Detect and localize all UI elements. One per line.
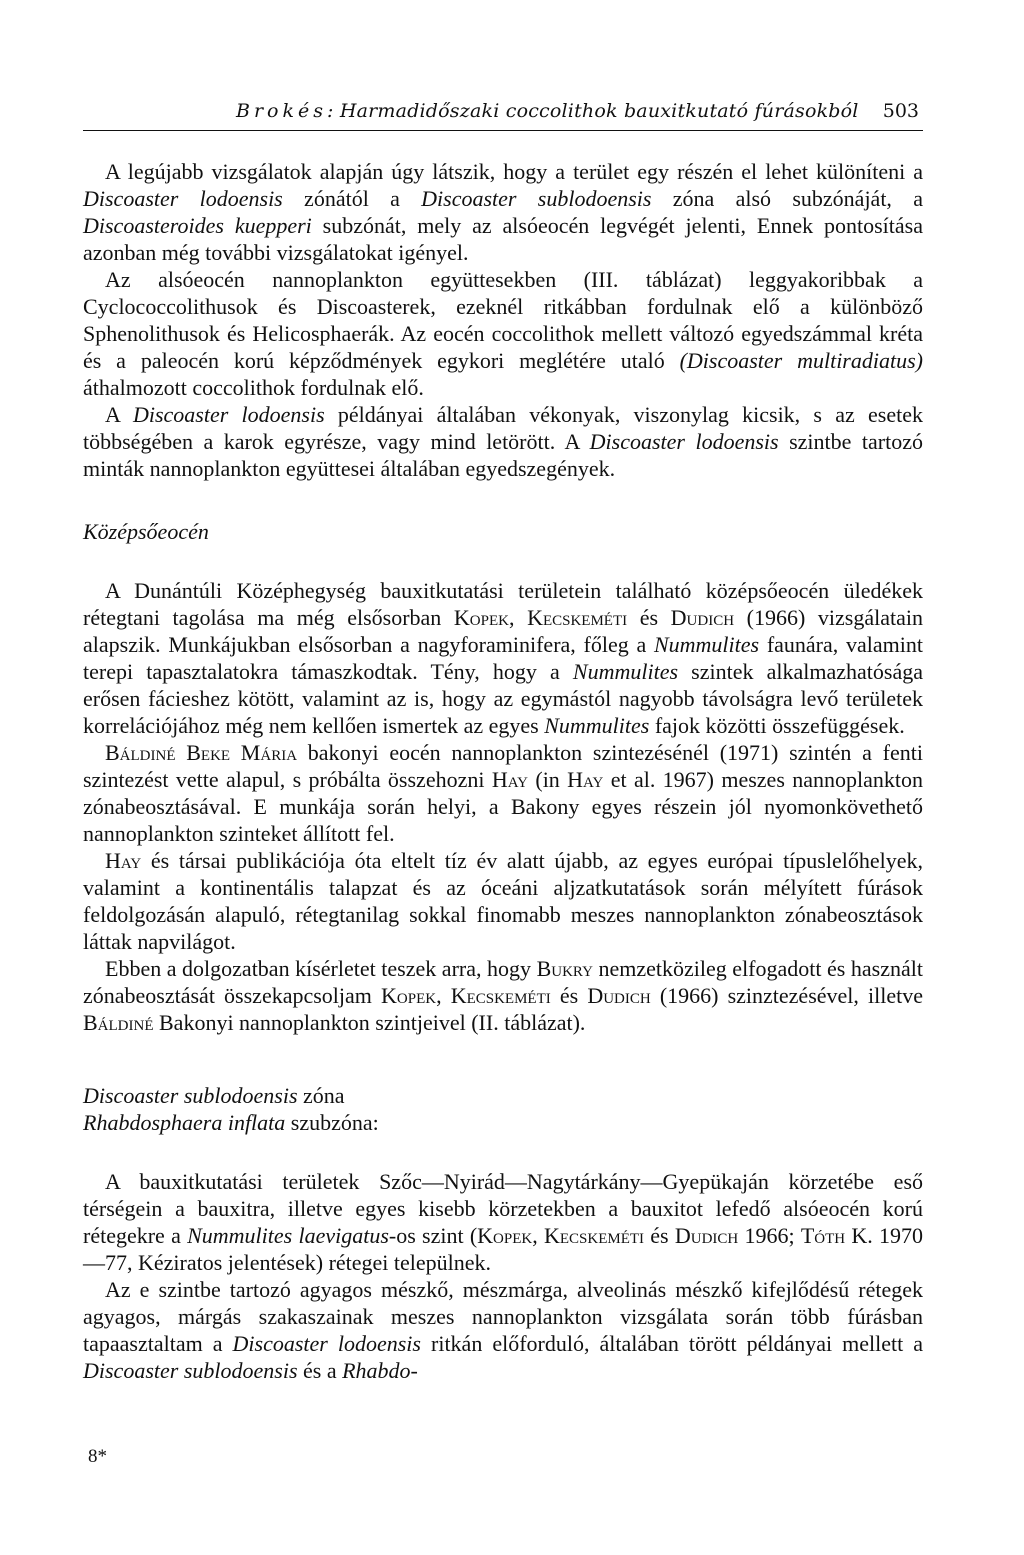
author-name: Hay (491, 767, 529, 792)
text-run: áthalmozott coccolithok fordulnak elő. (83, 375, 424, 400)
text-run: fajok közötti összefüggések. (649, 713, 905, 738)
paragraph-7 (83, 955, 923, 1036)
author-name: Hay (105, 848, 142, 873)
author-name: Hay (567, 767, 604, 792)
text-run: zónától a (282, 186, 422, 211)
text-run: 1966; (738, 1223, 801, 1248)
taxon-name: (Discoaster multiradiatus) (679, 348, 923, 373)
text-run: A bauxitkutatási területek Szőc—Nyirád—Nagytárkány—Gyepükaján körzetébe eső térségein a bauxitra, illetve egyes kisebb körzetekben a bauxitot lefedő alsóeocén korú rétegekre a (83, 1169, 923, 1248)
taxon-name: Rhabdo- (342, 1358, 418, 1383)
text-run: szintbe tartozó minták nannoplankton együttesei általában egyedszegények. (83, 429, 923, 481)
text-run: és (550, 983, 588, 1008)
author-name: Báldiné (83, 1010, 154, 1035)
zone-heading (83, 1082, 923, 1109)
text-run: (1966) vizsgálatain alapszik. Munkájukban elsősorban a nagyforaminifera, főleg a (83, 605, 923, 657)
header-author: Brokés (236, 100, 327, 122)
section-heading: Középsőeocén (83, 519, 209, 544)
text-run: Bakonyi nannoplankton szintjeivel (II. táblázat). (153, 1010, 586, 1035)
text-run: subzónát, mely az alsóeocén legvégét jelenti, Ennek pontosítása azonban még további vizsgálatokat igényel. (83, 213, 923, 265)
paragraph-1 (83, 158, 923, 266)
text-run: zóna (297, 1083, 345, 1108)
text-run: és társai publikációja óta eltelt tíz év alatt újabb, az egyes európai típuslelőhelyek, valamint a kontinentális talapzat és az óceáni aljzatkutatások során mélyített fúrások feldolgozásán alapuló, rétegtanilag sokkal finomabb meszes nannoplankton zónabeosztások láttak napvilágot. (83, 848, 923, 954)
taxon-name: Nummulites (572, 659, 679, 684)
taxon-name: Nummulites (544, 713, 650, 738)
spacer (83, 1136, 923, 1168)
text-run: (in (528, 767, 568, 792)
text-run: Az alsóeocén nannoplankton együttesekben (III. táblázat) leggyakoribbak a Cyclococcolithusok és Discoasterek, ezeknél ritkábban fordulnak elő a különböző Sphenolithusok és Helicosphaerák. Az eocén coccolithok mellett változó egyedszámmal kréta és a paleocén korú képződmények egykori meglétére utaló (83, 267, 923, 373)
taxon-name: Rhabdosphaera inflata (83, 1110, 286, 1135)
page-number: 503 (882, 100, 919, 122)
paragraph-3 (83, 401, 923, 482)
paragraph-9 (83, 1276, 923, 1384)
text-run: zóna alsó subzónáját, a (651, 186, 923, 211)
text-run: K. 1970—77, Kéziratos jelentések) rétegei települnek. (83, 1223, 924, 1275)
paragraph-6 (83, 847, 923, 955)
text-run: A Dunántúli Középhegység bauxitkutatási területein található középsőeocén üledékek rétegtani tagolása ma még elsősorban (83, 578, 923, 630)
paragraph-2 (83, 266, 923, 401)
text-run: faunára, valamint terepi tapasztalatokra támaszkodtak. Tény, hogy a (83, 632, 923, 684)
text-run: ritkán előforduló, általában törött példányai mellett a (420, 1331, 923, 1356)
paragraph-5 (83, 739, 923, 847)
text-run: és a (297, 1358, 343, 1383)
text-run: A (105, 402, 133, 427)
text-run: nemzetközileg elfogadott és használt zónabeosztását összekapcsoljam (83, 956, 923, 1008)
text-run: -os szint ( (388, 1223, 478, 1248)
text-run: Ebben a dolgozatban kísérletet teszek arra, hogy (105, 956, 537, 981)
text-run: szintek alkalmazhatósága erősen fácieshez kötött, valamint az is, hogy az egymástól nagyobb távolságra levő területek korrelációjához még nem kellően ismertek az egyes (83, 659, 923, 738)
taxon-name: Discoasteroides kuepperi (83, 213, 312, 238)
author-name: Kopek, Kecskeméti (381, 983, 551, 1008)
spacer (83, 482, 923, 518)
text-run: és (644, 1223, 675, 1248)
author-name: Dudich (670, 605, 735, 630)
author-name: Dudich (674, 1223, 739, 1248)
author-name: Kopek, Kecskeméti (453, 605, 628, 630)
taxon-name: Discoaster sublodoensis (421, 186, 652, 211)
spacer (83, 545, 923, 577)
signature-mark: 8* (88, 1446, 107, 1467)
taxon-name: Discoaster lodoensis (83, 186, 283, 211)
text-run: példányai általában vékonyak, viszonylag kicsik, s az esetek többségében a karok egyrésze, vagy mind letörött. A (83, 402, 923, 454)
author-name: Dudich (587, 983, 651, 1008)
spacer (83, 1036, 923, 1082)
author-name: Báldiné Beke Mária (105, 740, 298, 765)
paragraph-8 (83, 1168, 923, 1276)
text-run: A legújabb vizsgálatok alapján úgy látszik, hogy a terület egy részén el lehet különíteni a (105, 159, 923, 184)
text-run: bakonyi eocén nannoplankton szintezésénél (1971) szintén a fenti szintezést vette alapul, s próbálta összehozni (83, 740, 923, 792)
running-header (83, 100, 923, 131)
text-run: szubzóna: (285, 1110, 379, 1135)
text-run: (1966) szinztezésével, illetve (650, 983, 923, 1008)
subzone-heading (83, 1109, 923, 1136)
taxon-name: Discoaster sublodoensis (83, 1083, 298, 1108)
header-title: Harmadidőszaki coccolithok bauxitkutató fúrásokból (339, 100, 859, 122)
taxon-name: Discoaster lodoensis (232, 1331, 421, 1356)
author-name: Tóth (800, 1223, 846, 1248)
author-name: Bukry (536, 956, 593, 981)
taxon-name: Discoaster sublodoensis (83, 1358, 298, 1383)
text-run: és (627, 605, 671, 630)
taxon-name: Discoaster lodoensis (132, 402, 325, 427)
taxon-name: Discoaster lodoensis (589, 429, 779, 454)
text-run: et al. 1967) meszes nannoplankton zónabeosztásával. E munkája során helyi, a Bakony egyes részein jól nyomonkövethető nannoplankton szinteket állított fel. (83, 767, 923, 846)
taxon-name: Nummulites laevigatus (187, 1223, 389, 1248)
author-name: Kopek, Kecskeméti (477, 1223, 645, 1248)
paragraph-4 (83, 577, 923, 739)
body-text (83, 158, 923, 1384)
running-title: Brokés: Harmadidőszaki coccolithok bauxitkutató fúrásokból (236, 100, 859, 122)
taxon-name: Nummulites (653, 632, 760, 657)
text-run: Az e szintbe tartozó agyagos mészkő, mészmárga, alveolinás mészkő kifejlődésű rétegek agyagos, márgás szakaszainak meszes nannoplankton vizsgálata során több fúrásban tapaasztaltam a (83, 1277, 923, 1356)
